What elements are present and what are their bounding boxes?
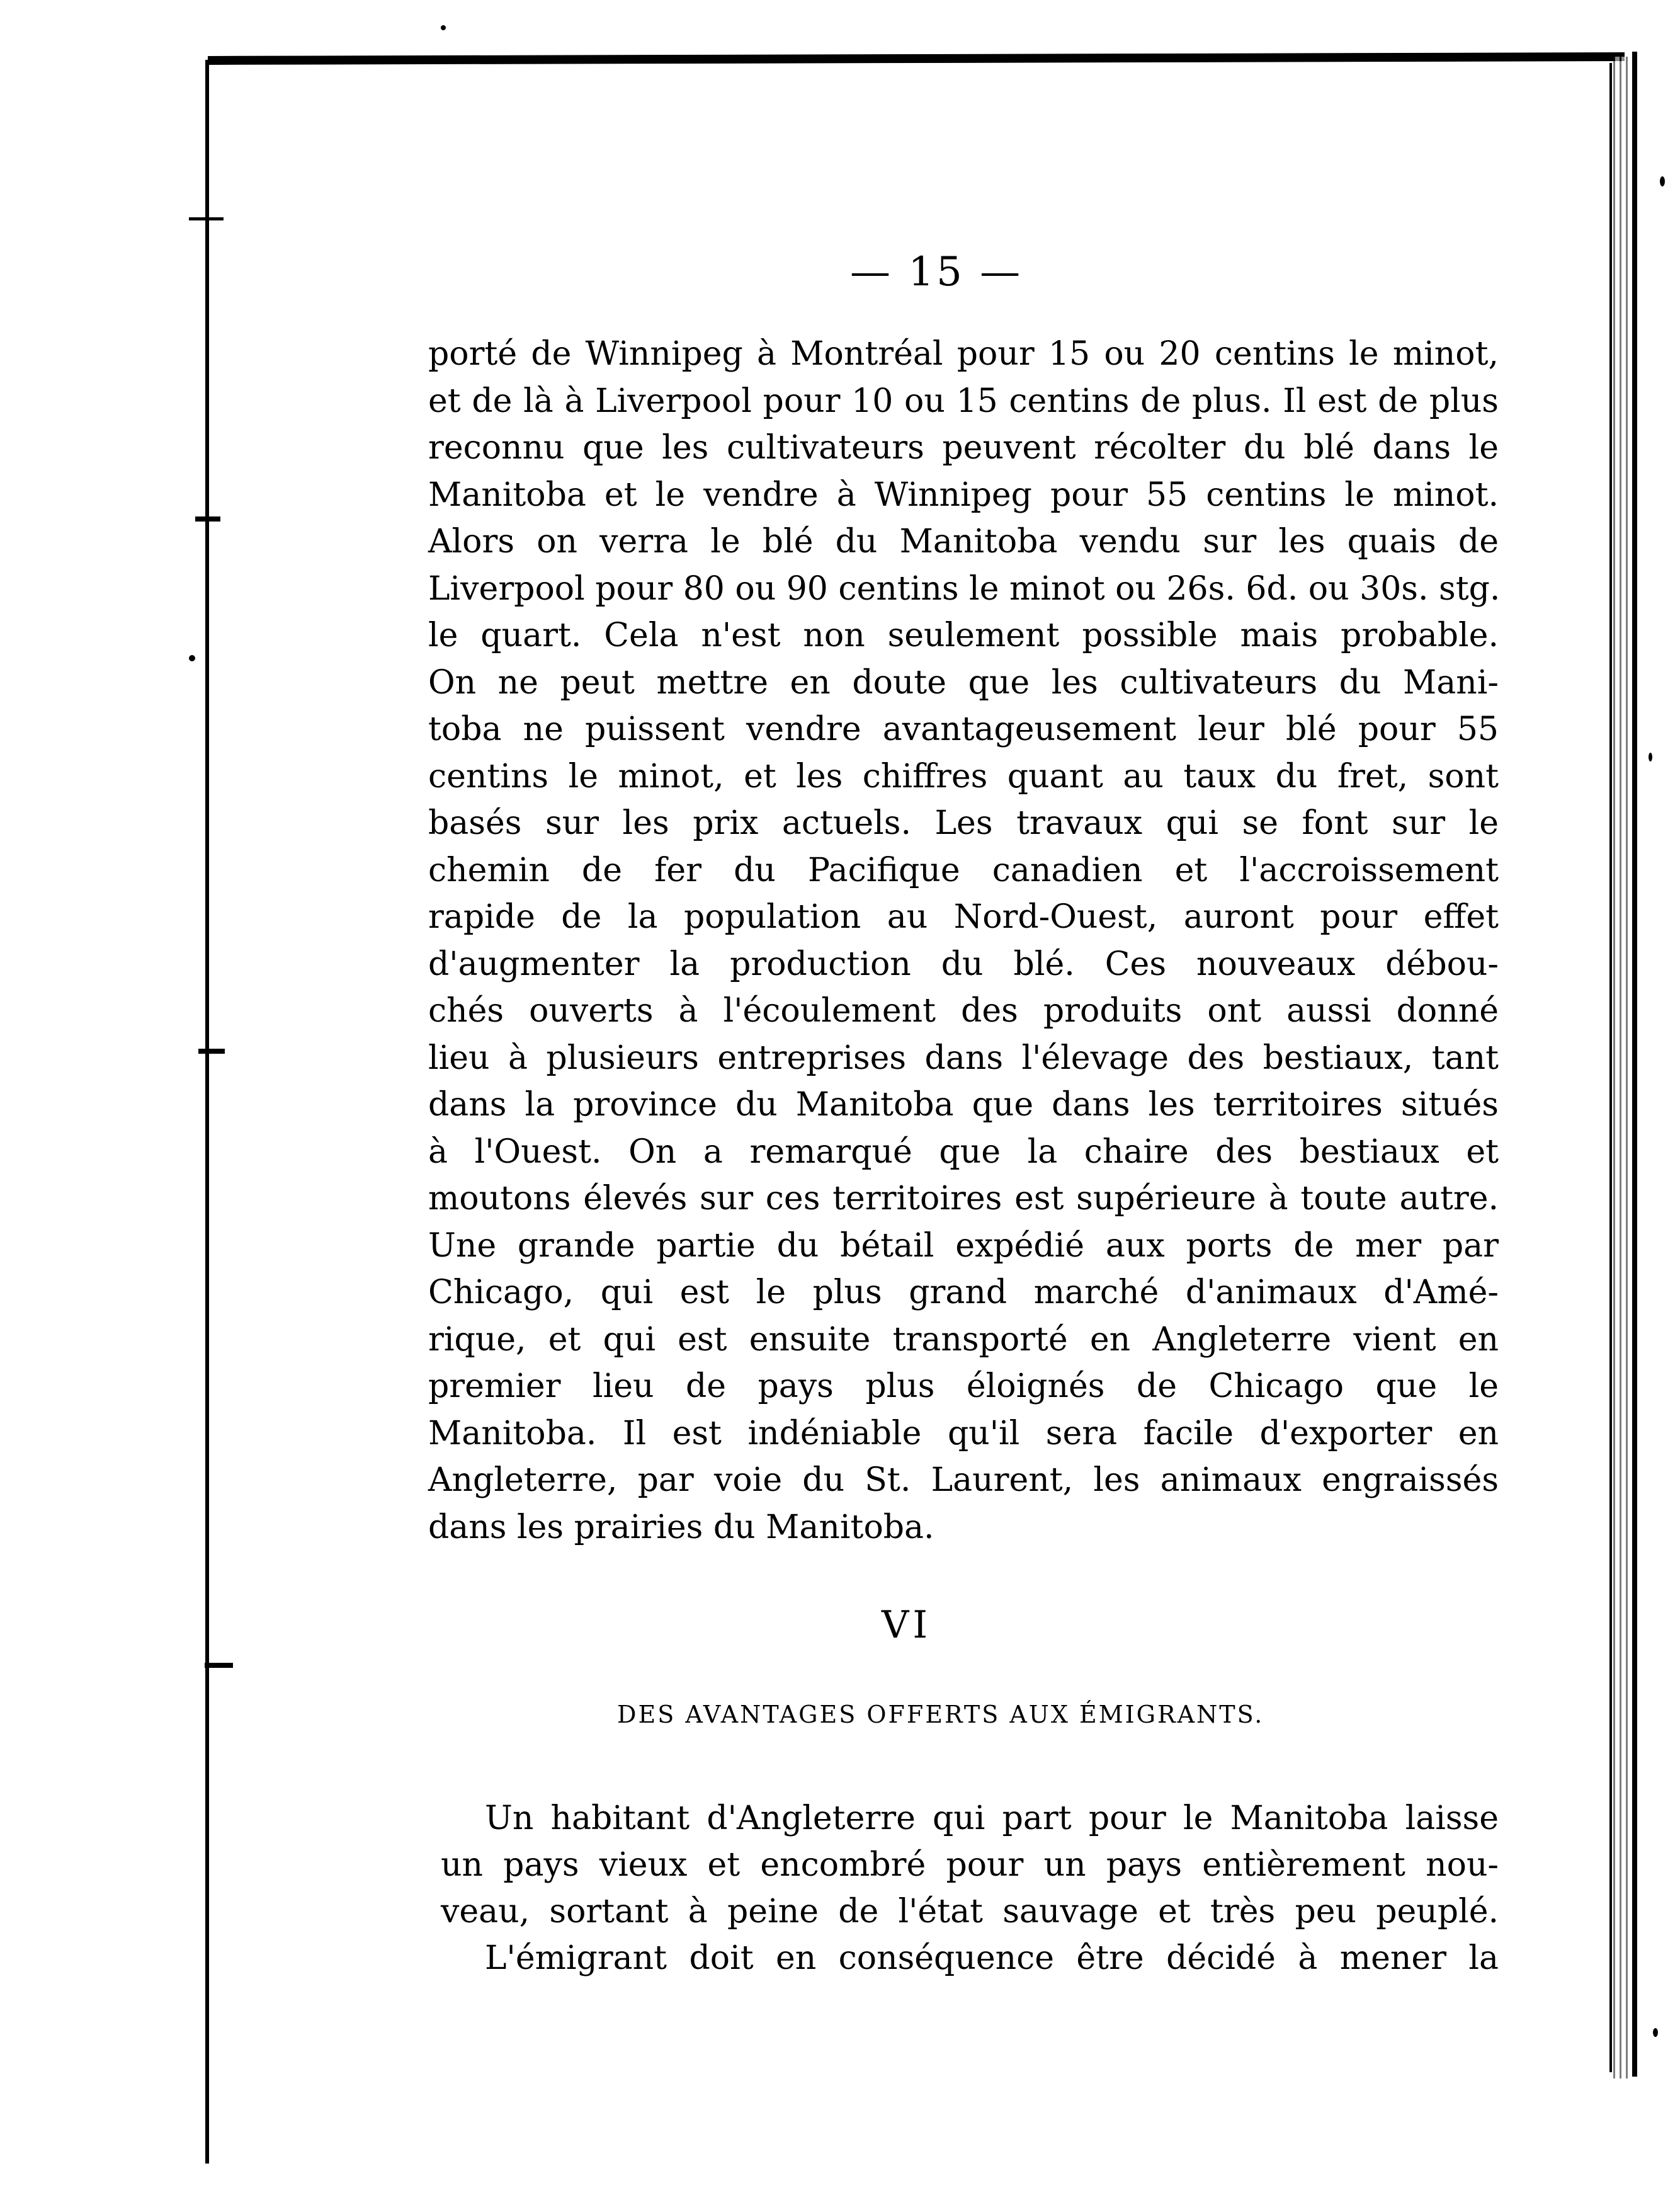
- margin-mark: [205, 1663, 233, 1668]
- scan-speck: [189, 655, 195, 661]
- text-line: à l'Ouest. On a remarqué que la chaire des bestiaux et: [428, 1132, 1499, 1171]
- text-line: Angleterre, par voie du St. Laurent, les animaux engraissés: [428, 1461, 1499, 1499]
- text-line: moutons élevés sur ces territoires est supérieure à toute autre.: [428, 1180, 1499, 1218]
- text-line: rapide de la population au Nord-Ouest, auront pour effet: [428, 898, 1499, 936]
- text-line: chés ouverts à l'écoulement des produits ont aussi donné: [428, 992, 1499, 1030]
- text-line: Un habitant d'Angleterre qui part pour le Manitoba laisse: [485, 1799, 1499, 1837]
- section-title: DES AVANTAGES OFFERTS AUX ÉMIGRANTS.: [617, 1701, 1264, 1728]
- text-line: rique, et qui est ensuite transporté en Angleterre vient en: [428, 1320, 1499, 1359]
- margin-mark: [198, 1049, 225, 1054]
- text-line: basés sur les prix actuels. Les travaux qui se font sur le: [428, 804, 1499, 842]
- body-paragraph: [441, 1795, 1499, 1982]
- text-line: d'augmenter la production du blé. Ces nouveaux débou-: [428, 945, 1499, 983]
- text-line: L'émigrant doit en conséquence être décidé à mener la: [485, 1939, 1499, 1977]
- text-line: porté de Winnipeg à Montréal pour 15 ou 20 centins le minot,: [428, 335, 1499, 373]
- text-line: veau, sortant à peine de l'état sauvage et très peu peuplé.: [441, 1893, 1499, 1930]
- page-right-edge-outer: [1632, 52, 1637, 2077]
- text-line: Liverpool pour 80 ou 90 centins le minot ou 26s. 6d. ou 30s. stg.: [428, 569, 1501, 608]
- page-number: — 15 —: [850, 249, 1023, 295]
- text-line: centins le minot, et les chiffres quant au taux du fret, sont: [428, 757, 1499, 796]
- scan-speck: [1660, 176, 1665, 186]
- text-line: Manitoba. Il est indéniable qu'il sera facile d'exporter en: [428, 1414, 1499, 1452]
- scan-speck: [1649, 753, 1652, 761]
- page-right-edge-inner: [1609, 63, 1612, 2072]
- text-line: et de là à Liverpool pour 10 ou 15 centins de plus. Il est de plus: [428, 382, 1499, 420]
- page-stack-edge: [1613, 57, 1631, 2079]
- text-line: lieu à plusieurs entreprises dans l'élevage des bestiaux, tant: [428, 1039, 1499, 1077]
- text-line: le quart. Cela n'est non seulement possible mais probable.: [428, 617, 1499, 654]
- text-line: Une grande partie du bétail expédié aux ports de mer par: [428, 1226, 1499, 1265]
- text-line: toba ne puissent vendre avantageusement leur blé pour 55: [428, 710, 1499, 748]
- text-line: un pays vieux et encombré pour un pays entièrement nou-: [441, 1846, 1499, 1884]
- text-line: On ne peut mettre en doute que les cultivateurs du Mani-: [428, 663, 1499, 702]
- page-left-edge: [205, 60, 209, 2164]
- section-number: VI: [882, 1603, 932, 1647]
- text-line: Manitoba et le vendre à Winnipeg pour 55 centins le minot.: [428, 476, 1499, 514]
- text-line: Chicago, qui est le plus grand marché d'animaux d'Amé-: [428, 1274, 1499, 1311]
- text-line: Alors on verra le blé du Manitoba vendu sur les quais de: [428, 523, 1499, 561]
- text-line: dans la province du Manitoba que dans les territoires situés: [428, 1086, 1499, 1124]
- scan-speck: [1653, 2028, 1658, 2037]
- body-paragraph: [428, 331, 1499, 1551]
- text-line: dans les prairies du Manitoba.: [428, 1508, 934, 1546]
- scan-speck: [441, 25, 446, 30]
- margin-mark: [189, 217, 224, 220]
- scan-top-margin: [0, 0, 1680, 60]
- margin-mark: [195, 516, 220, 522]
- text-line: chemin de fer du Pacifique canadien et l'accroissement: [428, 851, 1499, 889]
- text-line: reconnu que les cultivateurs peuvent récolter du blé dans le: [428, 429, 1499, 467]
- text-line: premier lieu de pays plus éloignés de Chicago que le: [428, 1367, 1499, 1405]
